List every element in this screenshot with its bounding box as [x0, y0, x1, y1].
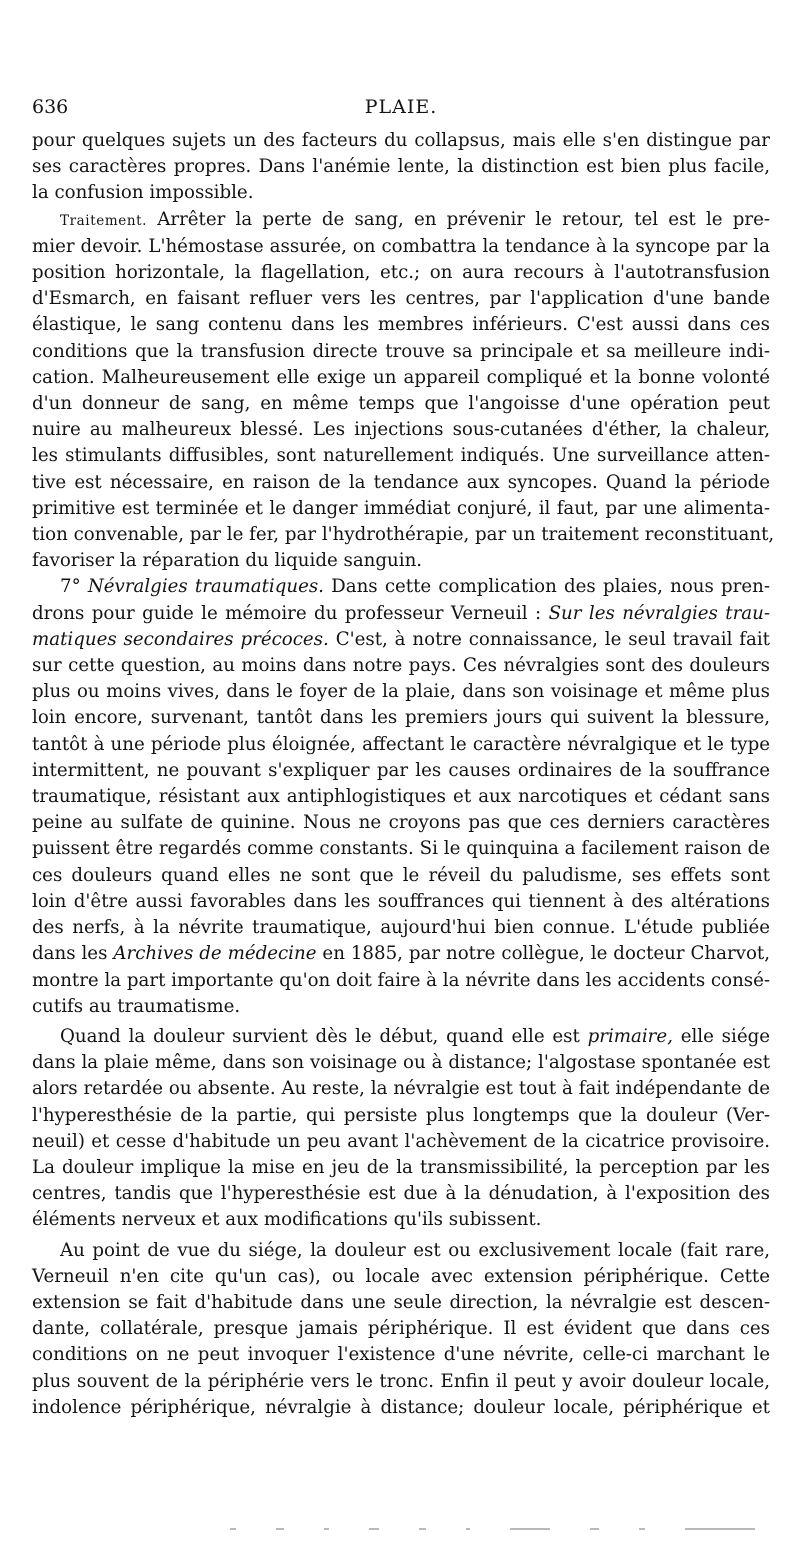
- text-line: dans la plaie même, dans son voisinage ou à distance; l'algostase spontanée est: [32, 1052, 770, 1074]
- text-line: conditions on ne peut invoquer l'existence d'une névrite, celle-ci marchant le: [32, 1344, 770, 1366]
- text-line: l'hyperesthésie de la partie, qui persiste plus longtemps que la douleur (Ver-: [32, 1104, 770, 1126]
- text-line: mier devoir. L'hémostase assurée, on combattra la tendance à la syncope par la: [32, 235, 770, 257]
- body-text: [32, 128, 775, 1421]
- text-line: cutifs au traumatisme.: [32, 995, 241, 1017]
- text-line: loin encore, survenant, tantôt dans les premiers jours qui suivent la blessure,: [32, 707, 770, 729]
- page-number: 636: [32, 96, 69, 118]
- text-line: nuire au malheureux blessé. Les injections sous-cutanées d'éther, la chaleur,: [32, 419, 770, 441]
- text-line: Au point de vue du siége, la douleur est ou exclusivement locale (fait rare,: [60, 1239, 770, 1261]
- cited-title: Sur les névralgies trau-: [548, 602, 770, 624]
- section-title: Névralgies traumatiques.: [87, 576, 324, 598]
- text-line: la confusion impossible.: [32, 182, 254, 204]
- text-line: conditions que la transfusion directe trouve sa principale et sa meilleure indi-: [32, 340, 770, 362]
- text-line: La douleur implique la mise en jeu de la transmissibilité, la perception par les: [32, 1156, 770, 1178]
- text-line: peine au sulfate de quinine. Nous ne croyons pas que ces derniers caractères: [32, 812, 770, 834]
- text-line: montre la part importante qu'on doit faire à la névrite dans les accidents consé-: [32, 969, 771, 991]
- cited-journal: Archives de médecine: [113, 943, 317, 965]
- text-line: éléments nerveux et aux modifications qu'ils subissent.: [32, 1209, 542, 1231]
- section-label: Traitement.: [60, 212, 148, 229]
- text-line: indolence périphérique, névralgie à distance; douleur locale, périphérique et: [32, 1396, 770, 1418]
- text-line: dans les Archives de médecine en 1885, par notre collègue, le docteur Charvot,: [32, 943, 770, 965]
- text-line: sur cette question, au moins dans notre pays. Ces névralgies sont des douleurs: [32, 655, 770, 677]
- scan-artifact-marks: [230, 1526, 755, 1532]
- text-line: intermittent, ne pouvant s'expliquer par les causes ordinaires de la souffrance: [32, 759, 770, 781]
- text-line: centres, tandis que l'hyperesthésie est due à la dénudation, à l'exposition des: [32, 1183, 770, 1205]
- text-line: Verneuil n'en cite qu'un cas), ou locale avec extension périphérique. Cette: [32, 1265, 770, 1287]
- text-line: cation. Malheureusement elle exige un appareil compliqué et la bonne volonté: [32, 366, 770, 388]
- text-line: extension se fait d'habitude dans une seule direction, la névralgie est descen-: [32, 1291, 770, 1313]
- text-line: Traitement. Arrêter la perte de sang, en prévenir le retour, tel est le pre-: [60, 208, 770, 230]
- text-line: matiques secondaires précoces. C'est, à notre connaissance, le seul travail fait: [32, 628, 770, 650]
- text-line: ses caractères propres. Dans l'anémie lente, la distinction est bien plus facile,: [32, 156, 770, 178]
- text-line: pour quelques sujets un des facteurs du collapsus, mais elle s'en distingue par: [32, 130, 770, 151]
- running-title: PLAIE.: [364, 96, 438, 118]
- text-line: loin d'être aussi favorables dans les souffrances qui tiennent à des altérations: [32, 890, 770, 912]
- text-line: Quand la douleur survient dès le début, quand elle est primaire, elle siége: [60, 1025, 770, 1047]
- text-line: favoriser la réparation du liquide sanguin.: [32, 550, 423, 572]
- text-line: ces douleurs quand elles ne sont que le réveil du paludisme, ses effets sont: [32, 864, 770, 886]
- text-line: plus ou moins vives, dans le foyer de la plaie, dans son voisinage et même plus: [32, 681, 770, 703]
- text-line: élastique, le sang contenu dans les membres inférieurs. C'est aussi dans ces: [32, 314, 770, 336]
- text-line: tion convenable, par le fer, par l'hydrothérapie, par un traitement reconstituant,: [32, 524, 775, 546]
- text-line: des nerfs, à la névrite traumatique, aujourd'hui bien connue. L'étude publiée: [32, 917, 770, 939]
- emphasis: primaire,: [587, 1025, 673, 1047]
- text-line: alors retardée ou absente. Au reste, la névralgie est tout à fait indépendante de: [32, 1078, 770, 1100]
- text-line: position horizontale, la flagellation, etc.; on aura recours à l'autotransfusion: [32, 262, 770, 284]
- text-line: traumatique, résistant aux antiphlogistiques et aux narcotiques et cédant sans: [32, 786, 770, 808]
- text-line: plus souvent de la périphérie vers le tronc. Enfin il peut y avoir douleur locale,: [32, 1370, 770, 1392]
- running-head: [32, 92, 770, 122]
- text-line: primitive est terminée et le danger immédiat conjuré, il faut, par une alimenta-: [32, 497, 770, 519]
- text-line: drons pour guide le mémoire du professeur Verneuil : Sur les névralgies trau-: [32, 602, 770, 624]
- text-line: d'Esmarch, en faisant refluer vers les centres, par l'application d'une bande: [32, 288, 770, 310]
- cited-title: matiques secondaires précoces.: [32, 628, 329, 650]
- text-line: les stimulants diffusibles, sont naturellement indiqués. Une surveillance atten-: [32, 445, 770, 467]
- text-line: tive est nécessaire, en raison de la tendance aux syncopes. Quand la période: [32, 471, 770, 493]
- section-number: 7°: [60, 576, 81, 598]
- text-line: puissent être regardés comme constants. Si le quinquina a facilement raison de: [32, 838, 770, 860]
- text-line: tantôt à une période plus éloignée, affectant le caractère névralgique et le type: [32, 733, 770, 755]
- text-line: 7° Névralgies traumatiques. Dans cette complication des plaies, nous pren-: [60, 576, 770, 598]
- text-line: neuil) et cesse d'habitude un peu avant l'achèvement de la cicatrice provisoire.: [32, 1130, 770, 1152]
- text-line: d'un donneur de sang, en même temps que l'angoisse d'une opération peut: [32, 393, 770, 415]
- text-line: dante, collatérale, presque jamais périphérique. Il est évident que dans ces: [32, 1318, 770, 1340]
